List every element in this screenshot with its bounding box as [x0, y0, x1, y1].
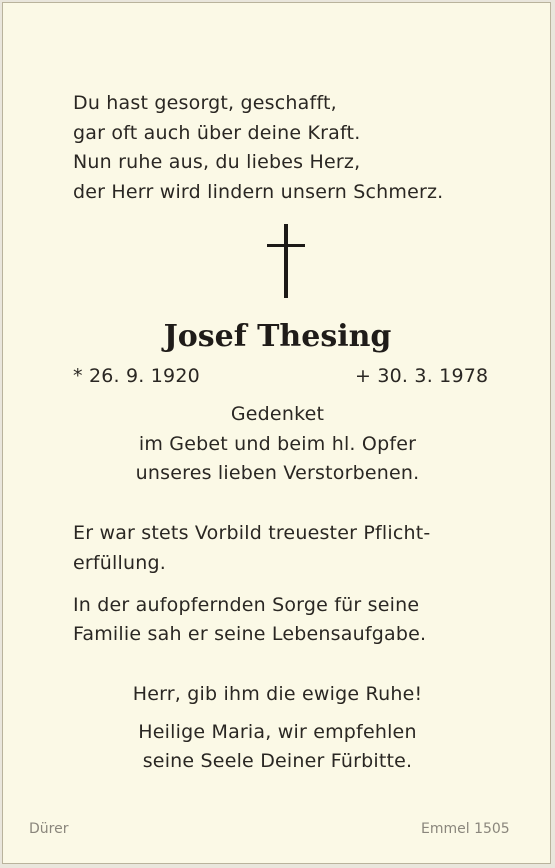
cross-icon — [267, 224, 305, 298]
prayer-line-3: seine Seele Deiner Fürbitte. — [142, 750, 413, 772]
poem-line-3: Nun ruhe aus, du liebes Herz, — [73, 151, 361, 173]
poem-line-4: der Herr wird lindern unsern Schmerz. — [73, 181, 444, 203]
prayer-line-2: Heilige Maria, wir empfehlen — [138, 721, 417, 743]
birth-date: * 26. 9. 1920 — [73, 365, 200, 387]
poem-line-1: Du hast gesorgt, geschafft, — [73, 92, 337, 114]
tribute-line-3: In der aufopfernden Sorge für seine — [73, 594, 420, 616]
deceased-name: Josef Thesing — [163, 319, 392, 354]
tribute-line-2: erfüllung. — [73, 552, 166, 574]
memorial-card — [2, 2, 551, 864]
footer-right-text: Emmel 1505 — [421, 821, 510, 837]
prayer-line-1: Herr, gib ihm die ewige Ruhe! — [132, 683, 423, 705]
remember-line-3: unseres lieben Verstorbenen. — [135, 462, 420, 484]
remember-line-1: Gedenket — [230, 403, 325, 425]
poem-line-2: gar oft auch über deine Kraft. — [73, 122, 361, 144]
footer-left-text: Dürer — [29, 821, 69, 837]
tribute-line-4: Familie sah er seine Lebensaufgabe. — [73, 623, 427, 645]
remember-line-2: im Gebet und beim hl. Opfer — [138, 433, 417, 455]
death-date: + 30. 3. 1978 — [355, 365, 489, 387]
tribute-line-1: Er war stets Vorbild treuester Pflicht- — [73, 522, 431, 544]
